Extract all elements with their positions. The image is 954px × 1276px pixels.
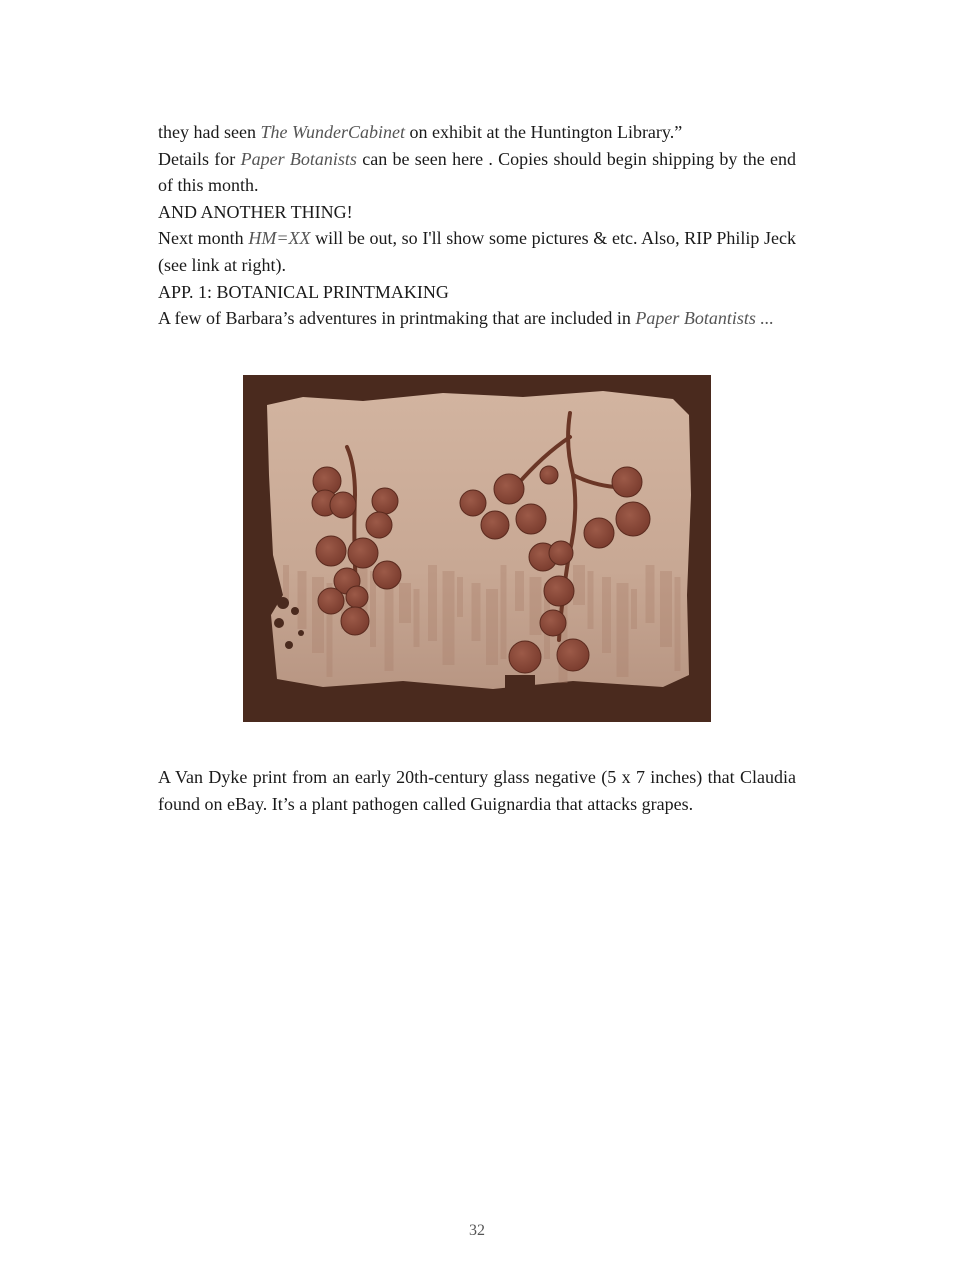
print-stain bbox=[515, 571, 524, 611]
grape-berry bbox=[460, 490, 486, 516]
grape-berry bbox=[557, 639, 589, 671]
print-stain bbox=[675, 577, 681, 671]
grape-berry bbox=[516, 504, 546, 534]
book-title-wundercabinet: The WunderCabinet bbox=[260, 122, 405, 142]
print-stain bbox=[631, 589, 637, 629]
print-stain bbox=[588, 571, 594, 629]
paragraph-another-thing: AND ANOTHER THING! bbox=[158, 201, 353, 222]
grape-berry bbox=[540, 466, 558, 484]
print-stain bbox=[573, 565, 585, 605]
print-stain bbox=[457, 577, 463, 617]
paragraph-paper-botanists: Details for Paper Botanists can be seen here . Copies should begin shipping by the end of this month. bbox=[158, 148, 796, 196]
grape-berry bbox=[616, 502, 650, 536]
print-stain bbox=[617, 583, 629, 677]
paragraph-barbara-adventures: A few of Barbara’s adventures in printmaking that are included in Paper Botantists ... bbox=[158, 308, 774, 329]
print-stain bbox=[312, 577, 324, 653]
grape-berry bbox=[584, 518, 614, 548]
grape-berry bbox=[544, 576, 574, 606]
print-stain bbox=[399, 583, 411, 623]
grape-berry bbox=[494, 474, 524, 504]
grape-berry bbox=[316, 536, 346, 566]
body-text bbox=[158, 119, 796, 332]
grape-berry bbox=[372, 488, 398, 514]
grape-print-image bbox=[243, 375, 711, 722]
section-heading-botanical-printmaking: APP. 1: BOTANICAL PRINTMAKING bbox=[158, 281, 449, 302]
print-stain bbox=[486, 589, 498, 665]
grape-berry bbox=[341, 607, 369, 635]
grape-print-drawing bbox=[243, 375, 711, 722]
grape-berry bbox=[509, 641, 541, 673]
book-title-paper-botanists: Paper Botanists bbox=[240, 148, 357, 169]
page-number: 32 bbox=[469, 1222, 485, 1239]
paragraph-next-month: Next month HM=XX will be out, so I'll show some pictures & etc. Also, RIP Philip Jeck (see link at right). bbox=[158, 228, 796, 275]
print-stain bbox=[602, 577, 611, 653]
print-damage-spot bbox=[298, 630, 304, 636]
print-stain bbox=[501, 565, 507, 659]
book-title-hm-xx: HM=XX bbox=[248, 228, 311, 249]
print-damage-spot bbox=[285, 641, 293, 649]
grape-berry bbox=[549, 541, 573, 565]
grape-berry bbox=[346, 586, 368, 608]
grape-berry bbox=[481, 511, 509, 539]
grape-berry bbox=[348, 538, 378, 568]
print-damage-spot bbox=[274, 618, 284, 628]
grape-berry bbox=[330, 492, 356, 518]
print-stain bbox=[660, 571, 672, 647]
print-stain bbox=[428, 565, 437, 641]
paragraph-wundercabinet: they had seen The WunderCabinet on exhibit at the Huntington Library.” bbox=[158, 122, 683, 142]
print-stain bbox=[414, 589, 420, 647]
print-stain bbox=[298, 571, 307, 629]
grape-berry bbox=[612, 467, 642, 497]
print-stain bbox=[472, 583, 481, 641]
print-damage-spot bbox=[277, 597, 289, 609]
grape-berry bbox=[366, 512, 392, 538]
print-stain bbox=[443, 571, 455, 665]
figure-caption: A Van Dyke print from an early 20th-century glass negative (5 x 7 inches) that Claudia found on eBay. It’s a plant pathogen called Guignardia that attacks grapes. bbox=[158, 767, 796, 814]
print-stain bbox=[530, 577, 542, 635]
book-title-paper-botantists: Paper Botantists ... bbox=[635, 308, 774, 329]
print-damage-spot bbox=[291, 607, 299, 615]
grape-berry bbox=[318, 588, 344, 614]
print-stain bbox=[385, 577, 394, 671]
grape-berry bbox=[373, 561, 401, 589]
print-damage-bar bbox=[373, 687, 409, 697]
grape-berry bbox=[540, 610, 566, 636]
print-damage-bar bbox=[505, 675, 535, 689]
print-stain bbox=[646, 565, 655, 623]
